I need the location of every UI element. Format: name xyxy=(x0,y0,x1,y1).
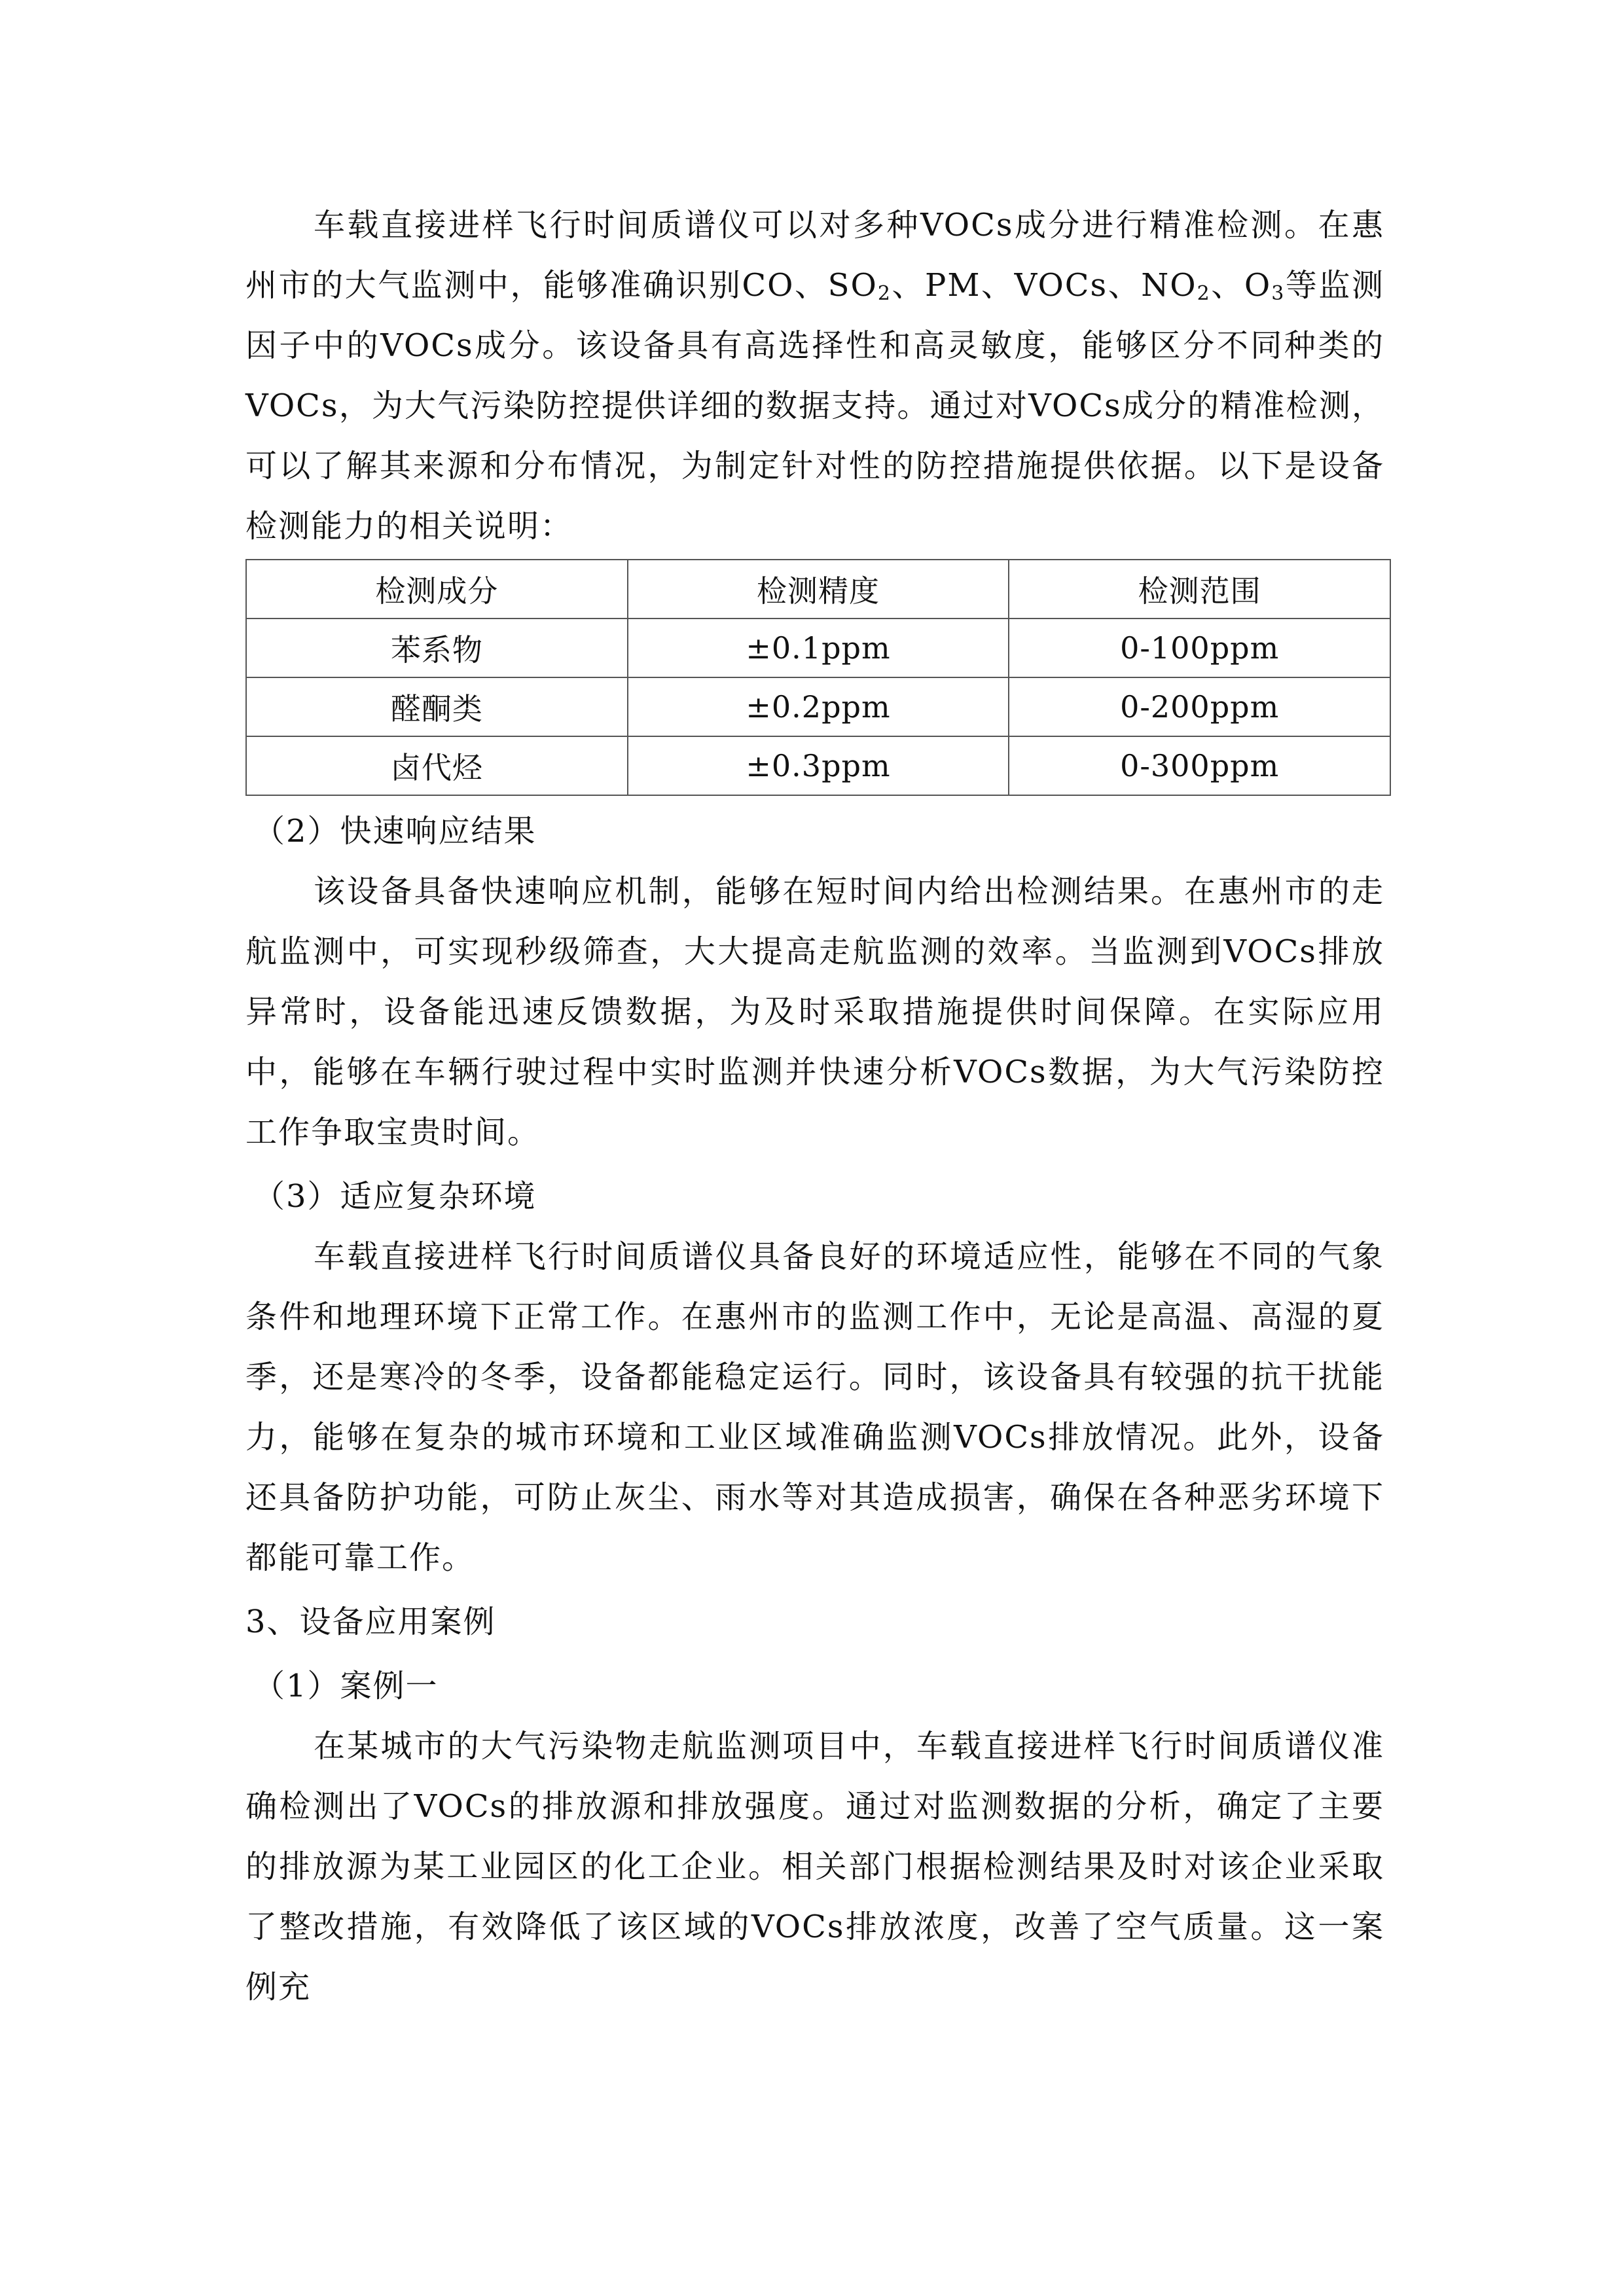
table-row xyxy=(246,736,1390,795)
table-header-row xyxy=(246,560,1390,619)
table-cell: 卤代烃 xyxy=(246,736,628,795)
table-header-cell: 检测精度 xyxy=(628,560,1009,619)
table-cell: 0-300ppm xyxy=(1009,736,1390,795)
o3-subscript: 3 xyxy=(1271,282,1286,305)
environment-paragraph: 车载直接进样飞行时间质谱仪具备良好的环境适应性，能够在不同的气象条件和地理环境下正常工作。在惠州市的监测工作中，无论是高温、高湿的夏季，还是寒冷的冬季，设备都能稳定运行。同时，该设备具有较强的抗干扰能力，能够在复杂的城市环境和工业区域准确监测VOCs排放情况。此外，设备还具备防护功能，可防止灰尘、雨水等对其造成损害，确保在各种恶劣环境下都能可靠工作。 xyxy=(245,1238,1384,1576)
table-row xyxy=(246,619,1390,677)
intro-text-1: 车载直接进样飞行时间质谱仪可以对多种VOCs成分进行精准检测。在惠州市的大气监测中，能够准确识别CO、SO xyxy=(245,207,1384,304)
intro-paragraph xyxy=(245,195,1384,556)
environment-heading: （3）适应复杂环境 xyxy=(253,1178,537,1215)
table-header-cell: 检测范围 xyxy=(1009,560,1390,619)
case-one-paragraph: 在某城市的大气污染物走航监测项目中，车载直接进样飞行时间质谱仪准确检测出了VOCs的排放源和排放强度。通过对监测数据的分析，确定了主要的排放源为某工业园区的化工企业。相关部门根据检测结果及时对该企业采取了整改措施，有效降低了该区域的VOCs排放浓度，改善了空气质量。这一案例充 xyxy=(245,1728,1384,2005)
table-cell: 苯系物 xyxy=(246,619,628,677)
table-cell: ±0.2ppm xyxy=(628,677,1009,736)
table-cell: ±0.1ppm xyxy=(628,619,1009,677)
application-cases-heading: 3、设备应用案例 xyxy=(245,1604,496,1640)
table-row xyxy=(246,677,1390,736)
intro-text-2: 、PM、VOCs、NO xyxy=(891,267,1197,304)
table-cell: 0-100ppm xyxy=(1009,619,1390,677)
document-body xyxy=(245,195,1384,2017)
so2-subscript: 2 xyxy=(877,282,892,305)
no2-subscript: 2 xyxy=(1197,282,1211,305)
fast-response-heading: （2）快速响应结果 xyxy=(253,813,537,850)
table-cell: ±0.3ppm xyxy=(628,736,1009,795)
table-header-cell: 检测成分 xyxy=(246,560,628,619)
detection-table-wrapper xyxy=(245,559,1384,796)
table-cell: 醛酮类 xyxy=(246,677,628,736)
table-cell: 0-200ppm xyxy=(1009,677,1390,736)
intro-text-3: 、O xyxy=(1210,267,1272,304)
detection-capability-table xyxy=(245,559,1391,796)
case-one-heading: （1）案例一 xyxy=(253,1668,439,1704)
intro-text-4: 等监测因子中的VOCs成分。该设备具有高选择性和高灵敏度，能够区分不同种类的VOCs，为大气污染防控提供详细的数据支持。通过对VOCs成分的精准检测，可以了解其来源和分布情况，为制定针对性的防控措施提供依据。以下是设备检测能力的相关说明： xyxy=(245,267,1384,545)
fast-response-paragraph: 该设备具备快速响应机制，能够在短时间内给出检测结果。在惠州市的走航监测中，可实现秒级筛查，大大提高走航监测的效率。当监测到VOCs排放异常时，设备能迅速反馈数据，为及时采取措施提供时间保障。在实际应用中，能够在车辆行驶过程中实时监测并快速分析VOCs数据，为大气污染防控工作争取宝贵时间。 xyxy=(245,873,1384,1151)
